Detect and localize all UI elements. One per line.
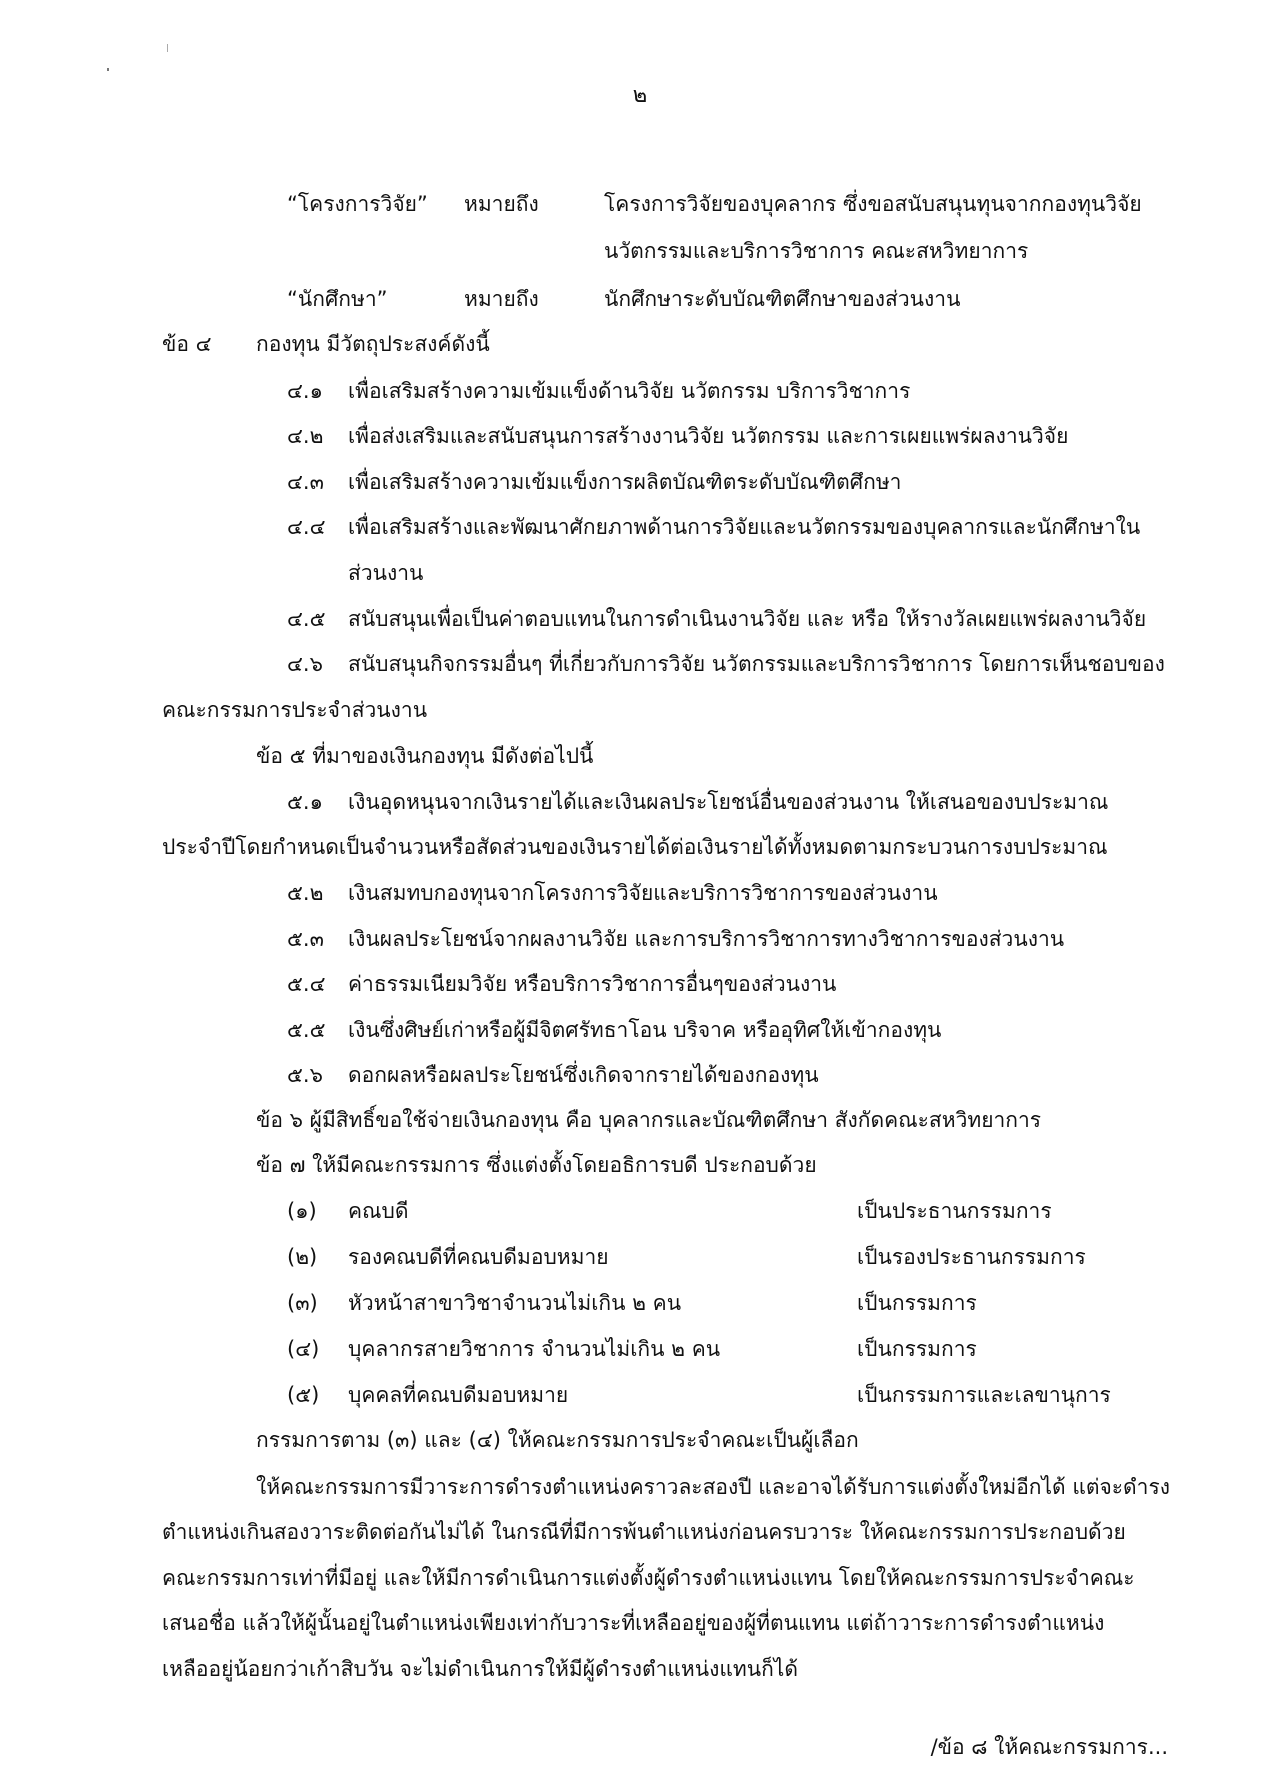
item-number: ๕.๕ — [287, 1018, 326, 1042]
item-text: เพื่อเสริมสร้างความเข้มแข็งด้านวิจัย นวัตกรรม บริการวิชาการ — [348, 379, 911, 403]
member-role: เป็นกรรมการ — [857, 1291, 977, 1315]
item-text: ค่าธรรมเนียมวิจัย หรือบริการวิชาการอื่นๆของส่วนงาน — [348, 972, 837, 996]
item-text: เงินสมทบกองทุนจากโครงการวิจัยและบริการวิชาการของส่วนงาน — [348, 881, 938, 905]
item-text: สนับสนุนเพื่อเป็นค่าตอบแทนในการดำเนินงานวิจัย และ หรือ ให้รางวัลเผยแพร่ผลงานวิจัย — [348, 607, 1147, 631]
item-number: ๕.๒ — [287, 881, 324, 905]
member-number: (๒) — [287, 1245, 318, 1269]
item-text: เพื่อส่งเสริมและสนับสนุนการสร้างงานวิจัย นวัตกรรม และการเผยแพร่ผลงานวิจัย — [348, 424, 1069, 448]
item-number: ๔.๓ — [287, 470, 324, 494]
item-number: ๕.๑ — [287, 790, 323, 814]
definition-text: นวัตกรรมและบริการวิชาการ คณะสหวิทยาการ — [604, 239, 1029, 263]
item-number: ๕.๓ — [287, 927, 324, 951]
item-number: ๔.๖ — [287, 652, 323, 676]
clause-heading: ข้อ ๗ ให้มีคณะกรรมการ ซึ่งแต่งตั้งโดยอธิการบดี ประกอบด้วย — [256, 1153, 817, 1177]
member-name: คณบดี — [348, 1199, 409, 1223]
scan-speck — [107, 68, 109, 71]
member-role: เป็นกรรมการ — [857, 1337, 977, 1361]
definition-text: โครงการวิจัยของบุคลากร ซึ่งขอสนับสนุนทุนจากกองทุนวิจัย — [604, 192, 1142, 216]
item-number: ๕.๔ — [287, 972, 326, 996]
member-role: เป็นกรรมการและเลขานุการ — [857, 1383, 1111, 1407]
member-name: รองคณบดีที่คณบดีมอบหมาย — [348, 1245, 609, 1269]
member-number: (๑) — [287, 1199, 317, 1223]
item-text: เงินผลประโยชน์จากผลงานวิจัย และการบริการวิชาการทางวิชาการของส่วนงาน — [348, 927, 1065, 951]
term-paragraph-line: ให้คณะกรรมการมีวาระการดำรงตำแหน่งคราวละสองปี และอาจได้รับการแต่งตั้งใหม่อีกได้ แต่จะดำรง — [256, 1475, 1170, 1499]
member-name: บุคคลที่คณบดีมอบหมาย — [348, 1383, 569, 1407]
item-number: ๔.๑ — [287, 379, 323, 403]
item-number: ๕.๖ — [287, 1063, 323, 1087]
item-text: ส่วนงาน — [348, 561, 424, 585]
member-number: (๔) — [287, 1337, 320, 1361]
term-paragraph-line: คณะกรรมการเท่าที่มีอยู่ และให้มีการดำเนินการแต่งตั้งผู้ดำรงตำแหน่งแทน โดยให้คณะกรรมการประจำคณะ — [162, 1566, 1135, 1590]
member-role: เป็นรองประธานกรรมการ — [857, 1245, 1086, 1269]
continuation-footer: /ข้อ ๘ ให้คณะกรรมการ... — [930, 1735, 1168, 1759]
item-number: ๔.๕ — [287, 607, 326, 631]
item-text: เพื่อเสริมสร้างความเข้มแข็งการผลิตบัณฑิตระดับบัณฑิตศึกษา — [348, 470, 902, 494]
item-continuation: ประจำปีโดยกำหนดเป็นจำนวนหรือสัดส่วนของเงินรายได้ต่อเงินรายได้ทั้งหมดตามกระบวนการงบประมาณ — [162, 835, 1108, 859]
member-role: เป็นประธานกรรมการ — [857, 1199, 1052, 1223]
member-number: (๕) — [287, 1383, 320, 1407]
item-number: ๔.๔ — [287, 515, 326, 539]
member-name: บุคลากรสายวิชาการ จำนวนไม่เกิน ๒ คน — [348, 1337, 721, 1361]
definition-text: นักศึกษาระดับบัณฑิตศึกษาของส่วนงาน — [604, 287, 961, 311]
item-continuation: คณะกรรมการประจำส่วนงาน — [162, 698, 428, 722]
item-text: เพื่อเสริมสร้างและพัฒนาศักยภาพด้านการวิจัยและนวัตกรรมของบุคลากรและนักศึกษาใน — [348, 515, 1141, 539]
item-text: ดอกผลหรือผลประโยชน์ซึ่งเกิดจากรายได้ของกองทุน — [348, 1063, 819, 1087]
term-paragraph-line: เสนอชื่อ แล้วให้ผู้นั้นอยู่ในตำแหน่งเพียงเท่ากับวาระที่เหลืออยู่ของผู้ที่ตนแทน แต่ถ้าวาระการดำรงตำแหน่ง — [162, 1611, 1105, 1635]
term-paragraph-line: ตำแหน่งเกินสองวาระติดต่อกันไม่ได้ ในกรณีที่มีการพ้นตำแหน่งก่อนครบวาระ ให้คณะกรรมการประกอบด้วย — [162, 1520, 1126, 1544]
item-number: ๔.๒ — [287, 424, 324, 448]
scan-speck — [167, 44, 168, 52]
clause-heading: ข้อ ๕ ที่มาของเงินกองทุน มีดังต่อไปนี้ — [256, 744, 594, 768]
definition-term: “นักศึกษา” — [287, 287, 388, 311]
member-number: (๓) — [287, 1291, 318, 1315]
clause-number: ข้อ ๔ — [162, 332, 212, 356]
selection-note: กรรมการตาม (๓) และ (๔) ให้คณะกรรมการประจำคณะเป็นผู้เลือก — [256, 1428, 859, 1452]
item-text: เงินอุดหนุนจากเงินรายได้และเงินผลประโยชน์อื่นของส่วนงาน ให้เสนอของบประมาณ — [348, 790, 1109, 814]
definition-means: หมายถึง — [464, 192, 539, 216]
definition-term: “โครงการวิจัย” — [287, 192, 428, 216]
page-number: ๒ — [632, 83, 648, 108]
clause-6-text: ข้อ ๖ ผู้มีสิทธิ์ขอใช้จ่ายเงินกองทุน คือ บุคลากรและบัณฑิตศึกษา สังกัดคณะสหวิทยาการ — [256, 1108, 1042, 1132]
definition-means: หมายถึง — [464, 287, 539, 311]
member-name: หัวหน้าสาขาวิชาจำนวนไม่เกิน ๒ คน — [348, 1291, 682, 1315]
item-text: เงินซึ่งศิษย์เก่าหรือผู้มีจิตศรัทธาโอน บริจาค หรืออุทิศให้เข้ากองทุน — [348, 1018, 942, 1042]
item-text: สนับสนุนกิจกรรมอื่นๆ ที่เกี่ยวกับการวิจัย นวัตกรรมและบริการวิชาการ โดยการเห็นชอบของ — [348, 652, 1165, 676]
term-paragraph-line: เหลืออยู่น้อยกว่าเก้าสิบวัน จะไม่ดำเนินการให้มีผู้ดำรงตำแหน่งแทนก็ได้ — [162, 1657, 799, 1681]
clause-heading: กองทุน มีวัตถุประสงค์ดังนี้ — [256, 332, 490, 356]
